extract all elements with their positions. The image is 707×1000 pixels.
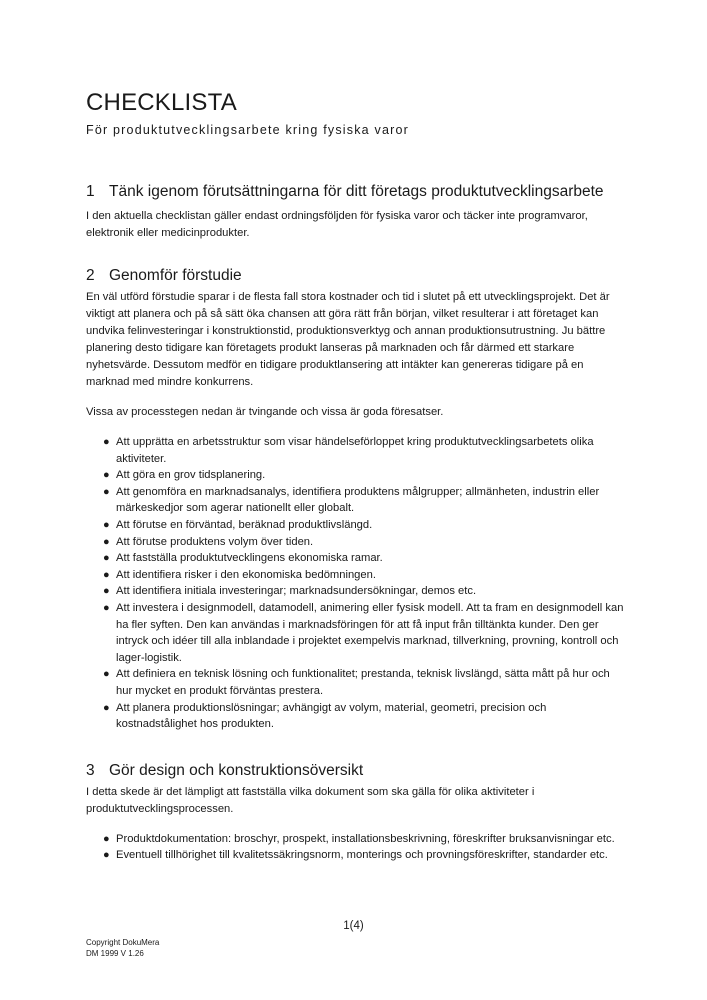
section-paragraph: I den aktuella checklistan gäller endast ordningsföljden för fysiska varor och täcker inte programvaror, elektronik eller medicinprodukter.: [86, 210, 588, 239]
list-item-text: Att upprätta en arbetsstruktur som visar händelseförloppet kring produktutvecklingsarbetets olika aktiviteter.: [116, 436, 594, 465]
bullet-icon: ●: [103, 485, 110, 498]
bullet-icon: ●: [103, 832, 110, 845]
list-item: [86, 467, 626, 484]
bullet-icon: ●: [103, 701, 110, 714]
list-item-text: Produktdokumentation: broschyr, prospekt, installationsbeskrivning, föreskrifter bruksanvisningar etc.: [116, 832, 615, 845]
bullet-icon: ●: [103, 585, 110, 598]
section-paragraph: En väl utförd förstudie sparar i de flesta fall stora kostnader och tid i slutet på ett utvecklingsprojekt. Det är viktigt att planera och på så sätt öka chansen att göra rätt från början, vilket resulterar i att företaget kan undvika felinvesteringar i konstruktionstid, produktionsverktyg och annan produktionsutrustning. Ju bättre planering desto tidigare kan företagets produkt lanseras på marknaden och får därmed ett starkare nyhetsvärde. Dessutom medför en tidigare produktlansering att intäkter kan genereras tidigare på en marknad med mindre konkurrens.: [86, 291, 610, 388]
section-number: 3: [86, 761, 95, 779]
footer: [86, 937, 159, 959]
list-item: [86, 534, 626, 551]
bullet-icon: ●: [103, 849, 110, 862]
list-item-text: Att genomföra en marknadsanalys, identifiera produktens målgrupper; allmänheten, industrin eller märkeskedjor som agerar nationellt eller globalt.: [116, 485, 600, 515]
document-subtitle: För produktutvecklingsarbete kring fysiska varor: [86, 123, 409, 137]
bullet-list: [86, 831, 626, 864]
list-item-text: Att fastställa produktutvecklingens ekonomiska ramar.: [116, 552, 383, 565]
list-item-text: Att förutse en förväntad, beräknad produktlivslängd.: [116, 518, 373, 531]
section-paragraph: Vissa av processtegen nedan är tvingande och vissa är goda föresatser.: [86, 406, 444, 418]
bullet-icon: ●: [103, 552, 110, 565]
list-item-text: Att investera i designmodell, datamodell, animering eller fysisk modell. Att ta fram en designmodell kan ha fler syften. Den kan användas i marknadsföringen för att få input från tilltänkta kunder. Den ger intryck och idéer till alla inblandade i projektet exempelvis marknad, tillverkning, provning, kontroll och lager-logistik.: [116, 601, 624, 664]
section-1: [86, 182, 626, 242]
section-title: Tänk igenom förutsättningarna för ditt företags produktutvecklingsarbete: [109, 183, 604, 200]
list-item: [86, 517, 626, 534]
section-paragraph: I detta skede är det lämpligt att fastställa vilka dokument som ska gälla för olika aktiviteter i produktutvecklingsprocessen.: [86, 785, 535, 815]
section-heading: [86, 266, 626, 286]
section-title: Genomför förstudie: [109, 267, 242, 284]
bullet-icon: ●: [103, 668, 110, 681]
bullet-list: [86, 434, 626, 733]
list-item-text: Att definiera en teknisk lösning och funktionalitet; prestanda, teknisk livslängd, sätta mått på hur och hur mycket en produkt förväntas prestera.: [116, 668, 610, 697]
list-item: [86, 583, 626, 600]
bullet-icon: ●: [103, 469, 110, 482]
list-item: [86, 550, 626, 567]
bullet-icon: ●: [103, 568, 110, 581]
list-item: [86, 831, 626, 848]
bullet-icon: ●: [103, 518, 110, 531]
document-page: [86, 88, 626, 864]
list-item-text: Att göra en grov tidsplanering.: [116, 469, 266, 482]
footer-copyright: Copyright DokuMera: [86, 938, 160, 947]
list-item: [86, 847, 626, 864]
page-number: 1(4): [343, 920, 364, 932]
list-item-text: Att planera produktionslösningar; avhängigt av volym, material, geometri, precision och kostnadstålighet hos produkten.: [116, 701, 547, 731]
list-item: [86, 434, 626, 467]
list-item-text: Att förutse produktens volym över tiden.: [116, 535, 314, 548]
document-title: CHECKLISTA: [86, 89, 237, 116]
list-item: [86, 666, 626, 699]
section-heading: [86, 182, 626, 202]
section-heading: [86, 761, 626, 781]
section-number: 1: [86, 183, 95, 200]
section-2: [86, 266, 626, 733]
footer-version: DM 1999 V 1.26: [86, 949, 144, 958]
list-item-text: Att identifiera initiala investeringar; marknadsundersökningar, demos etc.: [116, 585, 477, 598]
list-item: [86, 567, 626, 584]
list-item-text: Eventuell tillhörighet till kvalitetssäkringsnorm, monterings och provningsföreskrifter, standarder etc.: [116, 849, 608, 862]
section-3: [86, 761, 626, 864]
list-item: [86, 700, 626, 733]
bullet-icon: ●: [103, 535, 110, 548]
bullet-icon: ●: [103, 601, 110, 614]
list-item-text: Att identifiera risker i den ekonomiska bedömningen.: [116, 568, 376, 581]
list-item: [86, 600, 626, 666]
section-title: Gör design och konstruktionsöversikt: [109, 761, 364, 779]
section-number: 2: [86, 267, 95, 284]
list-item: [86, 484, 626, 517]
bullet-icon: ●: [103, 436, 110, 448]
